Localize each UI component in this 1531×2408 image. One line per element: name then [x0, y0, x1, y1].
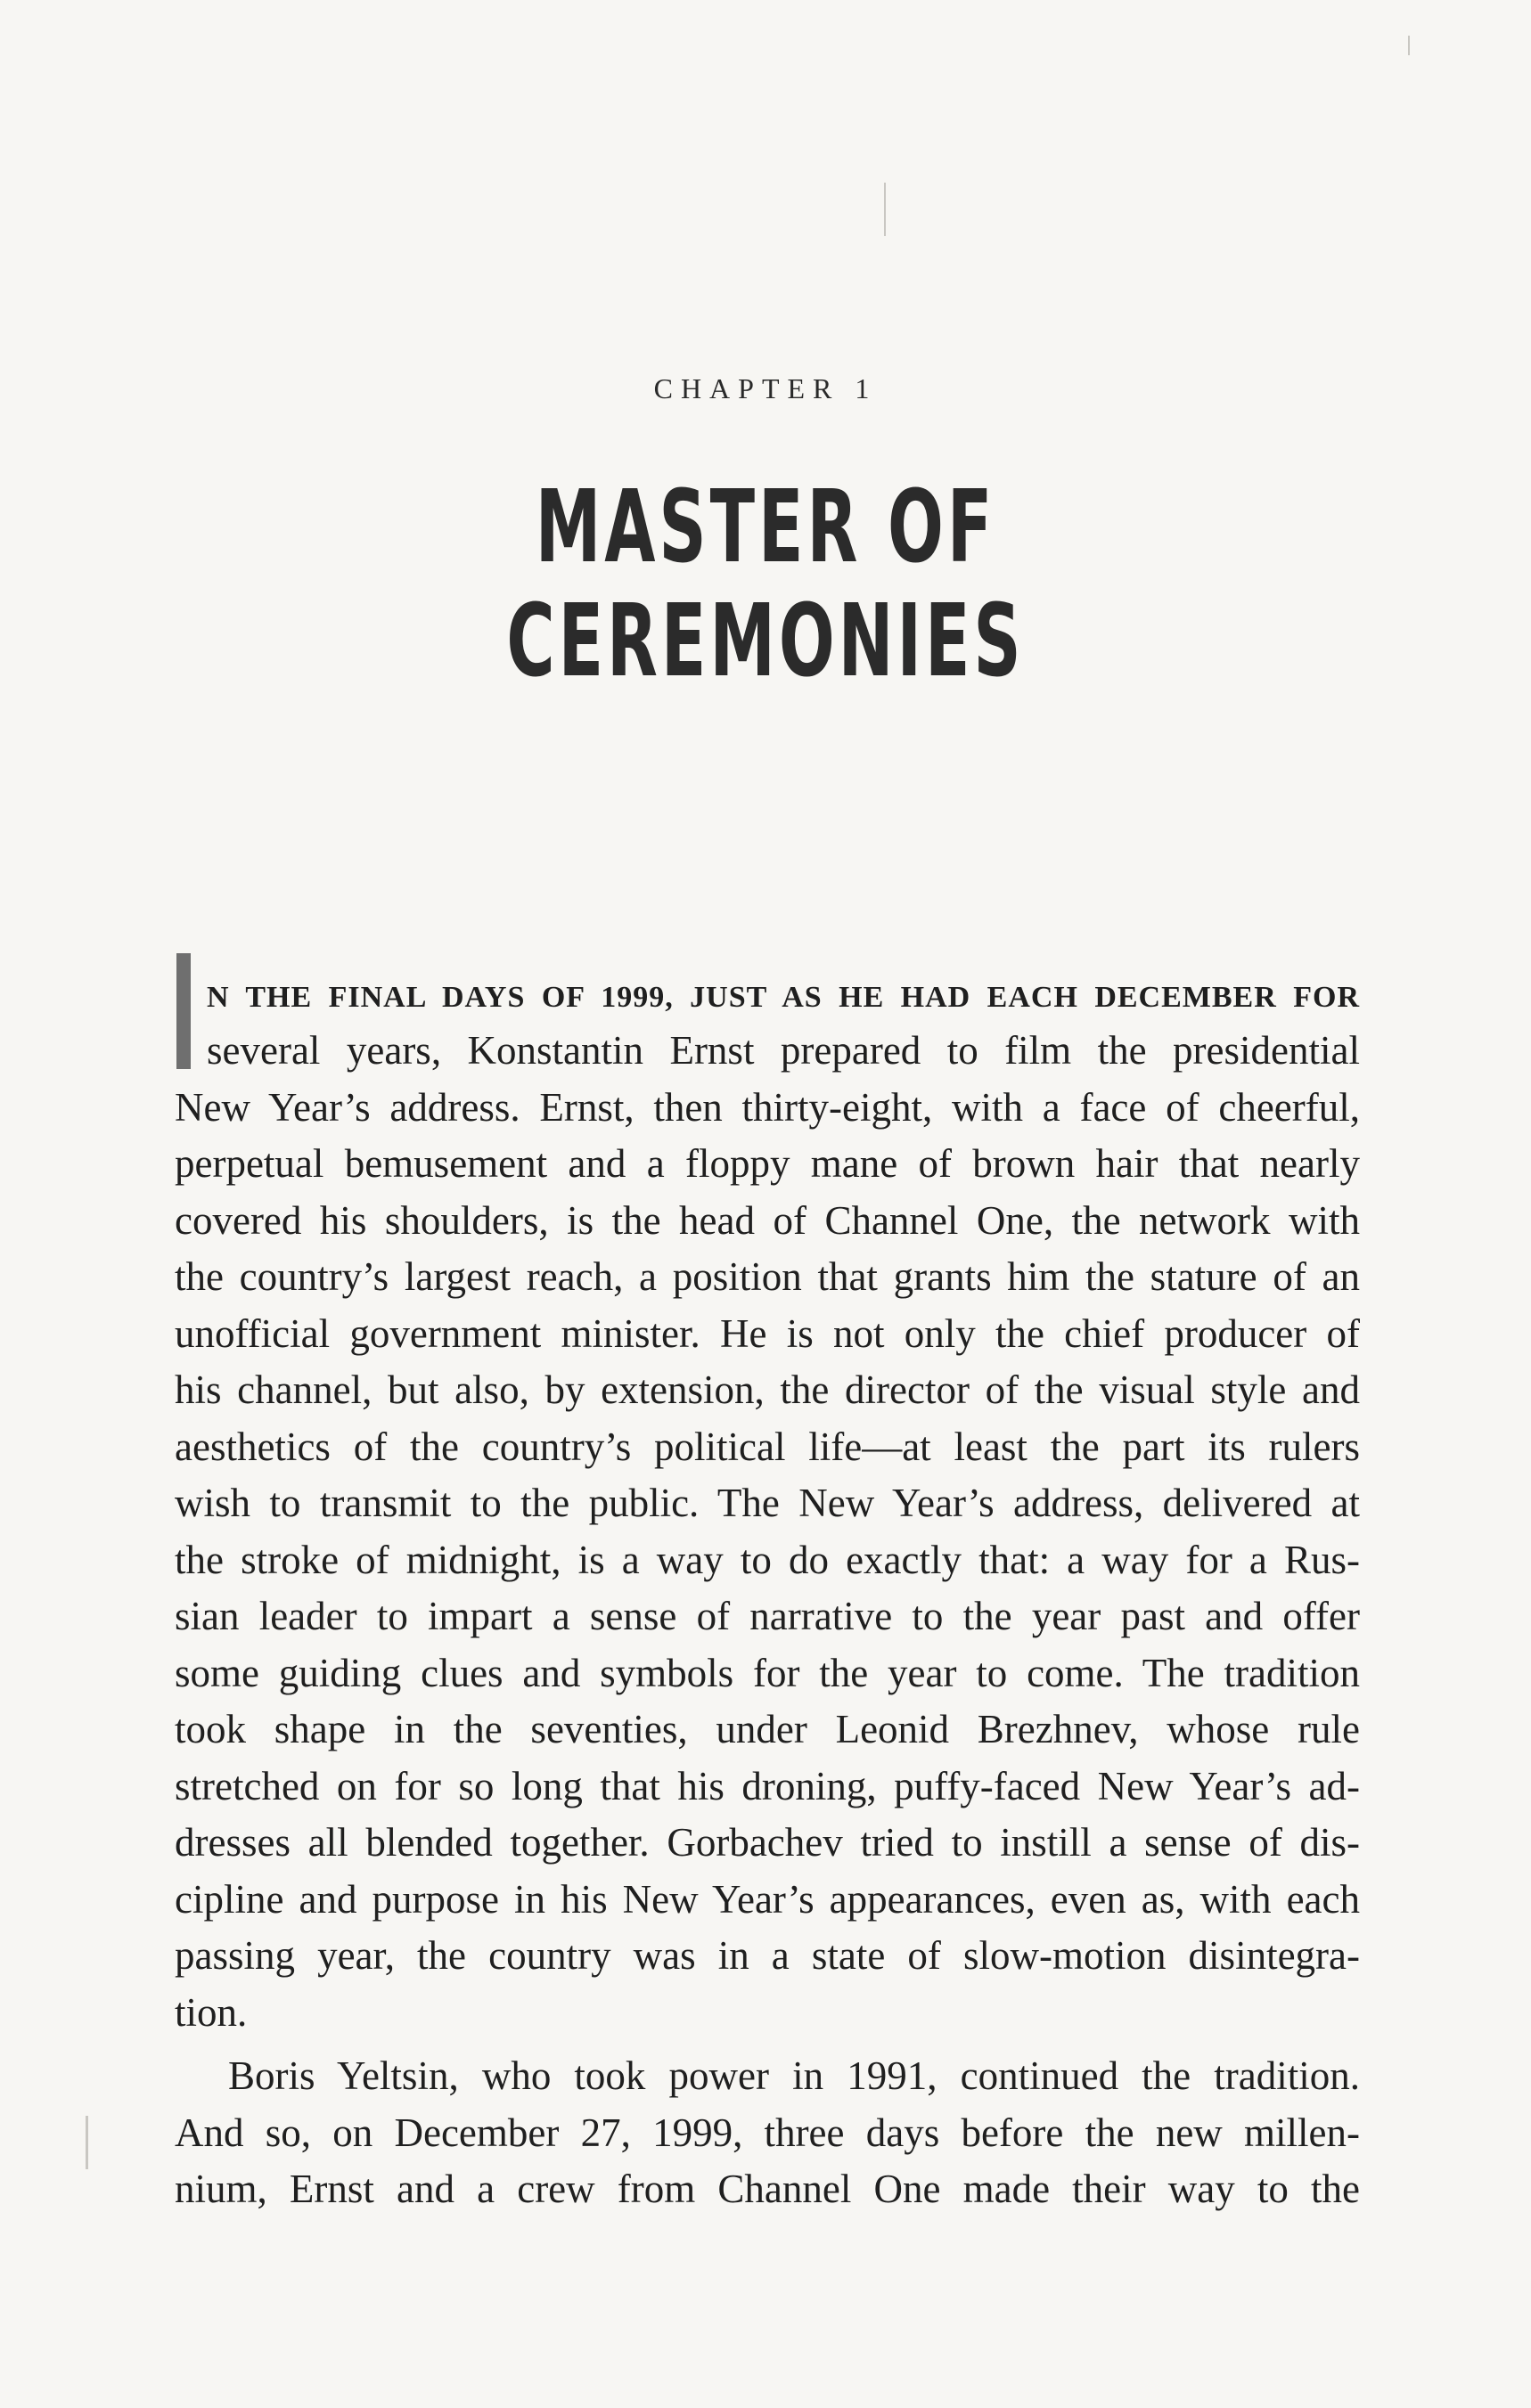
text-line: his channel, but also, by extension, the director of the visual style and	[175, 1367, 1360, 1412]
text-line: stretched on for so long that his droning, puffy-faced New Year’s ad-	[175, 1763, 1360, 1808]
text-line: covered his shoulders, is the head of Channel One, the network with	[175, 1197, 1360, 1243]
scan-mark	[86, 2116, 88, 2169]
chapter-label: CHAPTER 1	[653, 372, 878, 404]
text-line: the stroke of midnight, is a way to do exactly that: a way for a Rus-	[175, 1537, 1360, 1582]
paragraph-1	[175, 981, 1360, 2041]
scan-mark	[1408, 36, 1410, 55]
opening-small-caps: N THE FINAL DAYS OF 1999, JUST AS HE HAD EACH DECEMBER FOR	[207, 981, 1360, 1014]
chapter-title-line-1: MASTER OF	[535, 469, 996, 585]
text-line: perpetual bemusement and a floppy mane of brown hair that nearly	[175, 1141, 1360, 1186]
text-line: nium, Ernst and a crew from Channel One made their way to the	[175, 2167, 1360, 2211]
text-line: passing year, the country was in a state of slow-motion disintegra-	[175, 1933, 1360, 1978]
text-line: And so, on December 27, 1999, three days before the new millen-	[175, 2110, 1360, 2155]
text-line: wish to transmit to the public. The New Year’s address, delivered at	[175, 1481, 1360, 1525]
text-line: Boris Yeltsin, who took power in 1991, continued the tradition.	[228, 2053, 1360, 2098]
text-line: unofficial government minister. He is not only the chief producer of	[175, 1310, 1360, 1356]
text-line: aesthetics of the country’s political life—at least the part its rulers	[175, 1424, 1360, 1469]
text-line: cipline and purpose in his New Year’s appearances, even as, with each	[175, 1876, 1360, 1922]
text-line: sian leader to impart a sense of narrative to the year past and offer	[175, 1594, 1360, 1638]
text-line: the country’s largest reach, a position that grants him the stature of an	[175, 1254, 1360, 1299]
paragraph-2	[175, 2048, 1360, 2218]
text-line: tion.	[175, 1989, 248, 2035]
chapter-title	[260, 470, 1271, 698]
text-line: several years, Konstantin Ernst prepared to film the presidential	[207, 1028, 1360, 1073]
text-line: some guiding clues and symbols for the year to come. The tradition	[175, 1650, 1360, 1695]
text-line: New Year’s address. Ernst, then thirty-eight, with a face of cheerful,	[175, 1084, 1360, 1130]
text-line: dresses all blended together. Gorbachev tried to instill a sense of dis-	[175, 1820, 1360, 1865]
body-text	[175, 981, 1360, 2218]
text-line: took shape in the seventies, under Leonid Brezhnev, whose rule	[175, 1707, 1360, 1751]
scan-mark	[884, 183, 886, 236]
chapter-title-line-2: CEREMONIES	[506, 584, 1025, 699]
